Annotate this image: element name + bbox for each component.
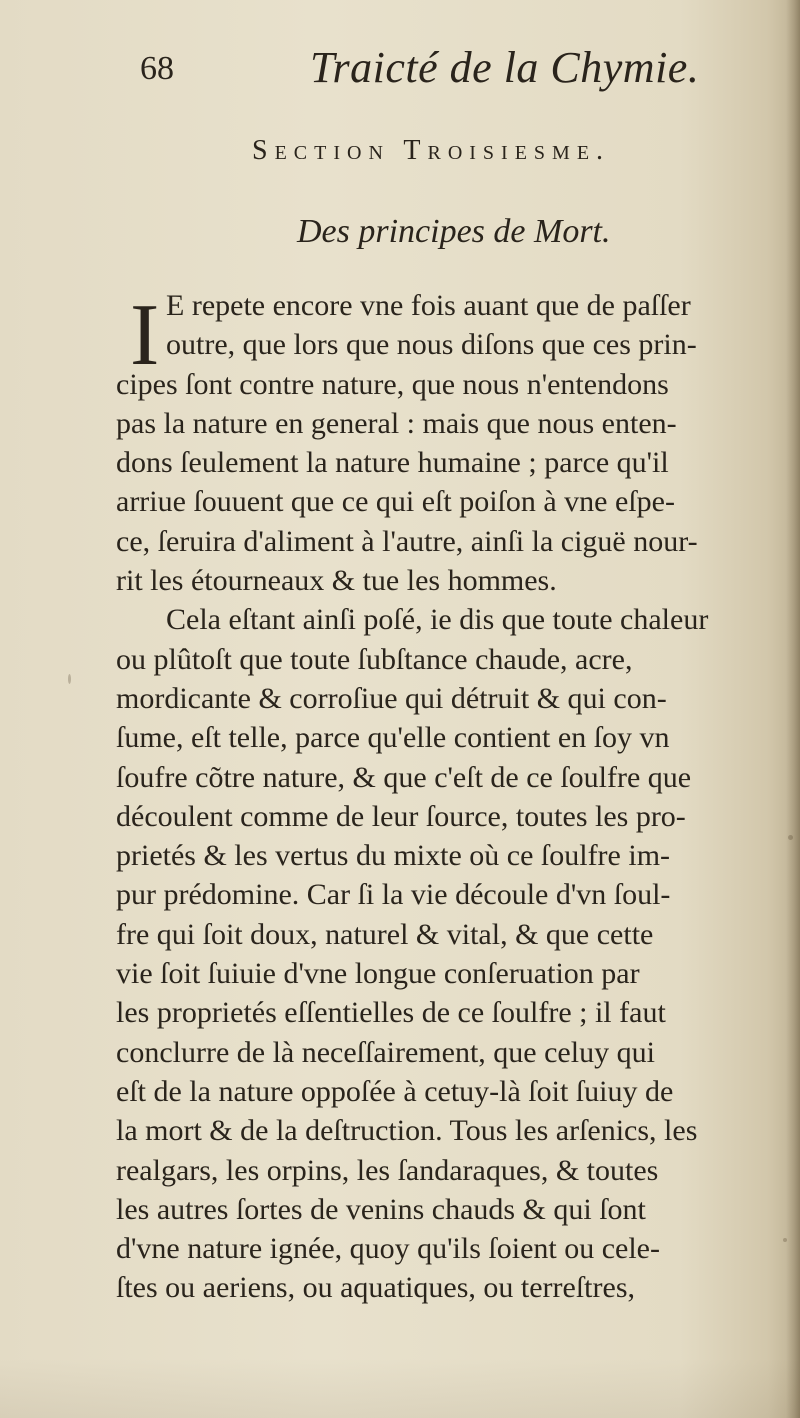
section-subtitle: Des principes de Mort. [297,213,611,250]
page-header [140,40,700,100]
text-line: découlent comme de leur ſource, toutes les pro- [116,799,686,833]
page-number: 68 [140,50,174,87]
section-heading: Section Troisiesme. [252,135,611,166]
text-line: dons ſeulement la nature humaine ; parce qu'il [116,446,669,480]
running-title: Traicté de la Chymie. [310,43,700,92]
text-line: la mort & de la deſtruction. Tous les arſenics, les [116,1114,698,1148]
text-line: cipes ſont contre nature, que nous n'entendons [116,367,669,401]
text-line: mordicante & corroſiue qui détruit & qui con- [116,681,667,715]
text-line: outre, que lors que nous diſons que ces prin- [166,328,697,362]
text-line: realgars, les orpins, les ſandaraques, & toutes [116,1153,659,1187]
page-bottom-shade [0,1358,800,1418]
body-text [116,286,782,1308]
page-edge-shadow [786,0,800,1418]
text-line: les proprietés eſſentielles de ce ſoulfre ; il faut [116,996,666,1030]
text-line: ce, ſeruira d'aliment à l'autre, ainſi la ciguë nour- [116,524,698,558]
text-line: eſt de la nature oppoſée à cetuy-là ſoit ſuiuy de [116,1074,674,1108]
ink-speck [68,674,71,684]
drop-cap: I [130,287,160,384]
text-line: prietés & les vertus du mixte où ce ſoulfre im- [116,839,671,873]
text-line: arriue ſouuent que ce qui eſt poiſon à vne eſpe- [116,485,675,519]
text-line: ſume, eſt telle, parce qu'elle contient en ſoy vn [116,721,670,755]
text-line: vie ſoit ſuiuie d'vne longue conſeruation par [116,957,640,991]
text-line: ſoufre cõtre nature, & que c'eſt de ce ſoulfre que [116,760,692,794]
text-line: ſtes ou aeriens, ou aquatiques, ou terreſtres, [116,1271,635,1305]
text-line: ou plûtoſt que toute ſubſtance chaude, acre, [116,642,633,676]
text-line: rit les étourneaux & tue les hommes. [116,564,557,598]
ink-speck [788,835,793,840]
text-line: E repete encore vne fois auant que de paſſer [166,289,691,322]
text-line: pur prédomine. Car ſi la vie découle d'vn ſoul- [116,878,671,912]
text-line: fre qui ſoit doux, naturel & vital, & que cette [116,917,654,951]
text-line: Cela eſtant ainſi poſé, ie dis que toute chaleur [166,603,709,637]
text-line: d'vne nature ignée, quoy qu'ils ſoient ou cele- [116,1232,660,1266]
text-line: pas la nature en general : mais que nous enten- [116,406,677,440]
ink-speck [783,1238,787,1242]
text-line: conclurre de là neceſſairement, que celuy qui [116,1035,655,1069]
text-line: les autres ſortes de venins chauds & qui ſont [116,1192,646,1226]
